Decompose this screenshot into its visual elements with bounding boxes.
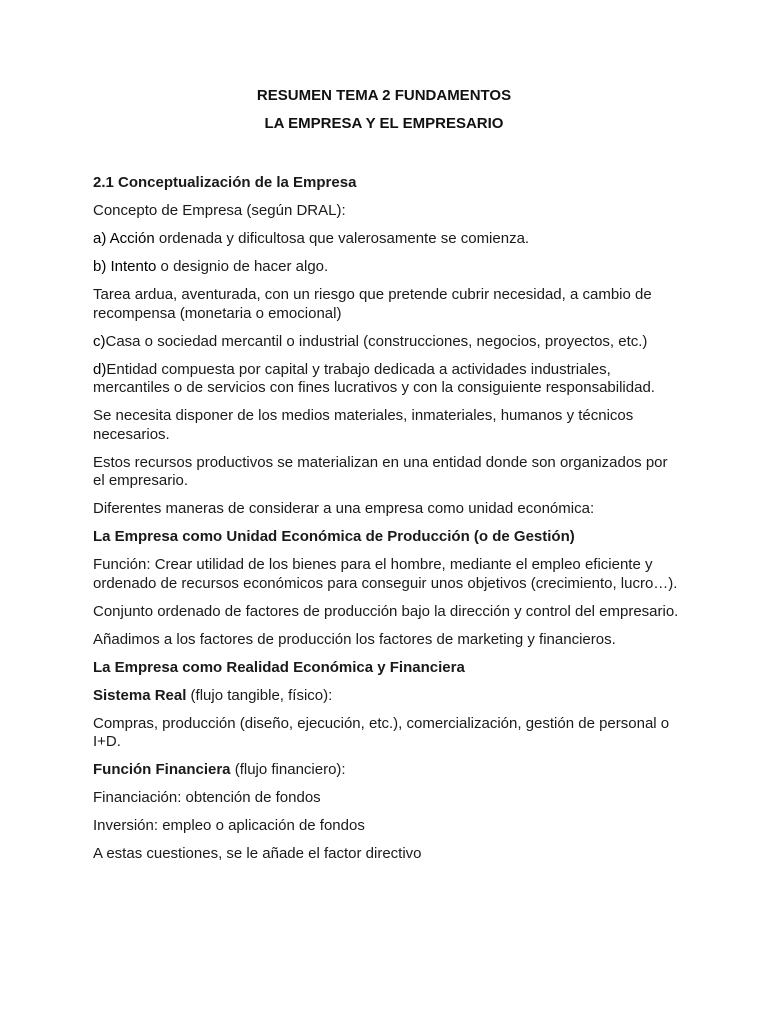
sistema-real-label: Sistema Real bbox=[93, 686, 187, 704]
heading-produccion: La Empresa como Unidad Económica de Producción (o de Gestión) bbox=[93, 528, 575, 545]
recursos-paragraph: Estos recursos productivos se materializan en una entidad donde son organizados por el empresario. bbox=[93, 453, 668, 489]
tarea-paragraph: Tarea ardua, aventurada, con un riesgo que pretende cubrir necesidad, a cambio de recompensa (monetaria o emocional) bbox=[93, 286, 652, 322]
definition-d bbox=[93, 361, 683, 398]
heading-realidad: La Empresa como Realidad Económica y Financiera bbox=[93, 658, 465, 676]
concept-intro: Concepto de Empresa (según DRAL): bbox=[93, 202, 346, 219]
definition-c bbox=[93, 333, 683, 352]
document-body bbox=[93, 174, 683, 873]
document-title: RESUMEN TEMA 2 FUNDAMENTOS bbox=[256, 87, 512, 104]
funcion-financiera-paragraph bbox=[93, 761, 683, 780]
definition-b-text: o designio de hacer algo. bbox=[156, 258, 329, 275]
definition-b-label: b) Intento bbox=[93, 258, 157, 275]
anadimos-paragraph: Añadimos a los factores de producción los factores de marketing y financieros. bbox=[93, 630, 616, 648]
section-heading: 2.1 Conceptualización de la Empresa bbox=[93, 174, 357, 191]
funcion-financiera-text: (flujo financiero): bbox=[230, 761, 346, 778]
maneras-paragraph: Diferentes maneras de considerar a una empresa como unidad económica: bbox=[93, 500, 595, 517]
medios-paragraph: Se necesita disponer de los medios materiales, inmateriales, humanos y técnicos necesarios. bbox=[93, 407, 634, 443]
definition-a-label: a) Acción bbox=[93, 230, 155, 247]
funcion-paragraph: Función: Crear utilidad de los bienes para el hombre, mediante el empleo eficiente y ordenado de recursos económicos para conseguir unos objetivos (crecimiento, lucro…). bbox=[93, 556, 678, 592]
financiacion-paragraph: Financiación: obtención de fondos bbox=[93, 789, 321, 806]
definition-d-label: d) bbox=[93, 360, 107, 378]
definition-a-text: ordenada y dificultosa que valerosamente se comienza. bbox=[154, 230, 530, 247]
conjunto-paragraph: Conjunto ordenado de factores de producción bajo la dirección y control del empresario. bbox=[93, 602, 679, 620]
definition-b bbox=[93, 258, 683, 277]
sistema-real-paragraph bbox=[93, 687, 683, 706]
definition-a bbox=[93, 230, 683, 249]
document-subtitle: LA EMPRESA Y EL EMPRESARIO bbox=[264, 115, 504, 132]
factor-directivo-paragraph: A estas cuestiones, se le añade el factor directivo bbox=[93, 845, 422, 862]
funcion-financiera-label: Función Financiera bbox=[93, 761, 231, 778]
sistema-real-text: (flujo tangible, físico): bbox=[186, 686, 333, 704]
inversion-paragraph: Inversión: empleo o aplicación de fondos bbox=[93, 817, 365, 834]
definition-c-text: Casa o sociedad mercantil o industrial (construcciones, negocios, proyectos, etc.) bbox=[105, 332, 648, 350]
definition-d-text: Entidad compuesta por capital y trabajo dedicada a actividades industriales, mercantiles o de servicios con fines lucrativos y con la consiguiente responsabilidad. bbox=[93, 360, 655, 396]
compras-paragraph: Compras, producción (diseño, ejecución, etc.), comercialización, gestión de personal o I+D. bbox=[93, 714, 670, 750]
definition-c-label: c) bbox=[93, 332, 106, 350]
